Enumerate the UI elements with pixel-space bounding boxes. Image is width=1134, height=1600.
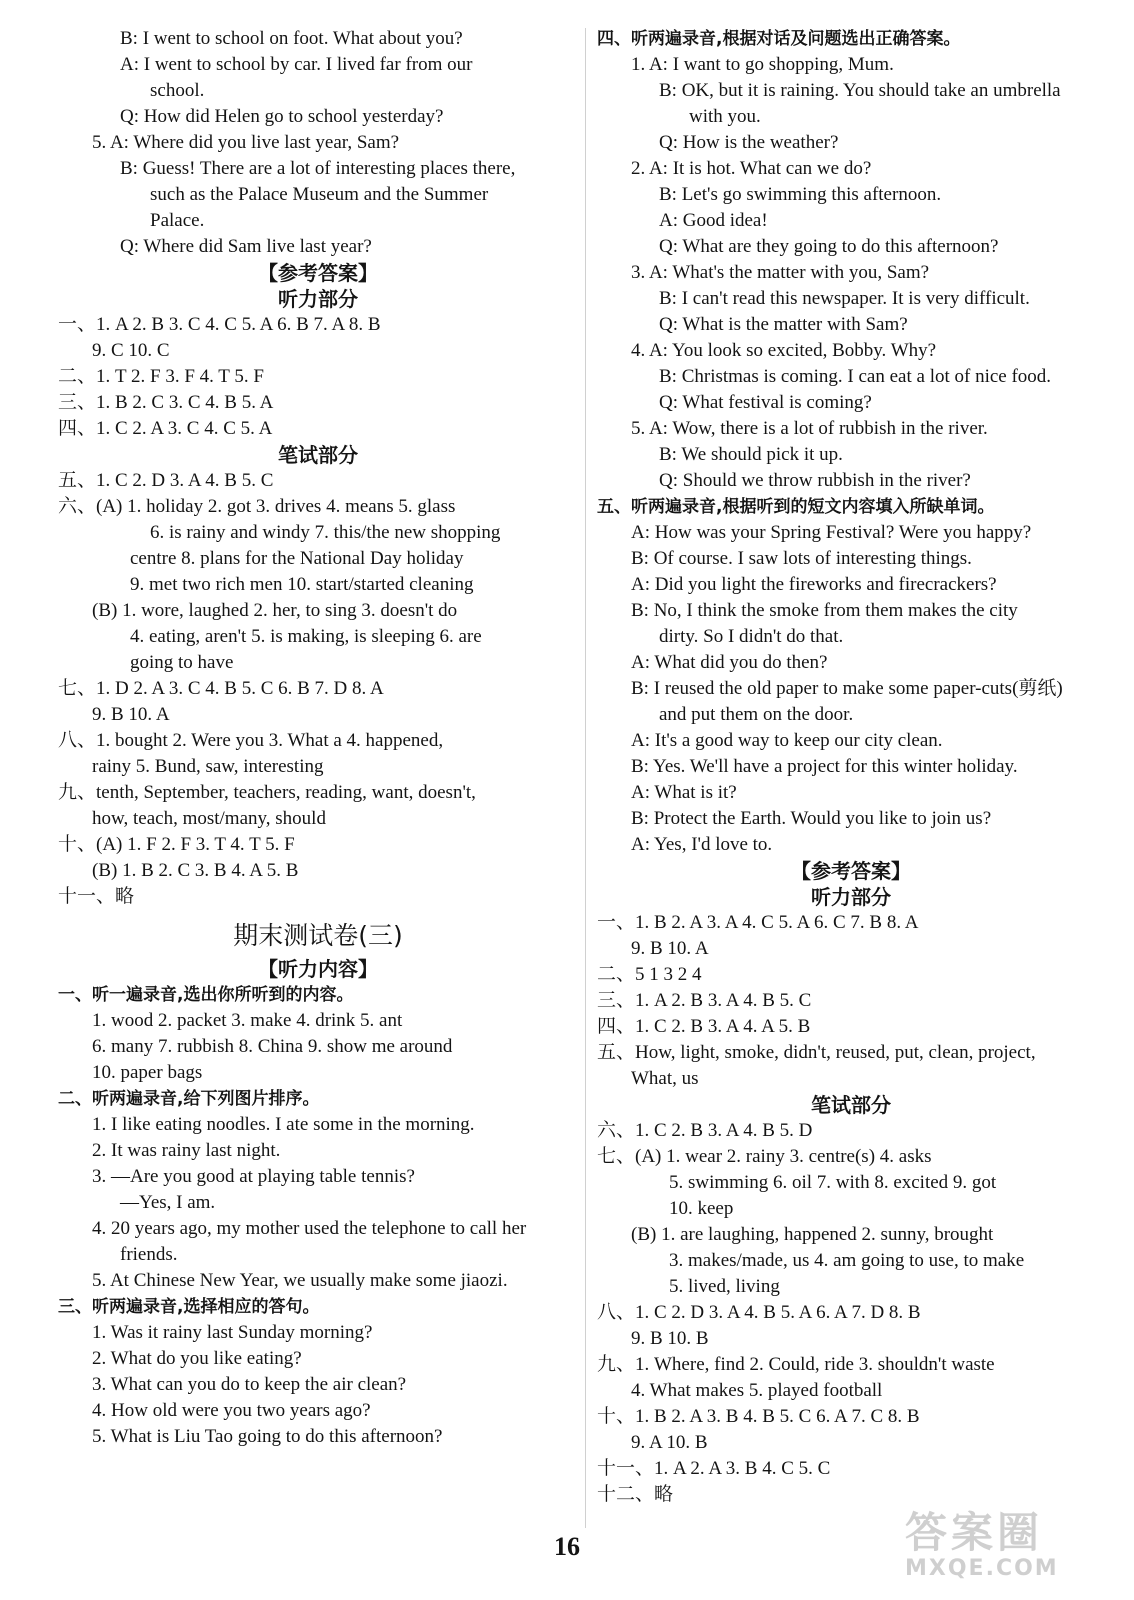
text-line: 九、1. Where, find 2. Could, ride 3. shouldn't waste (597, 1354, 995, 1375)
text-line: 二、5 1 3 2 4 (597, 964, 702, 985)
text-line: Q: How is the weather? (659, 132, 839, 153)
text-line: 2. What do you like eating? (92, 1348, 302, 1369)
text-line: A: What did you do then? (631, 652, 828, 673)
text-line: 三、1. B 2. C 3. C 4. B 5. A (58, 392, 274, 413)
watermark-logo (905, 1500, 1105, 1592)
text-line: 五、How, light, smoke, didn't, reused, put, clean, project, (597, 1042, 1036, 1063)
text-line: 3. A: What's the matter with you, Sam? (631, 262, 930, 283)
text-line: 5. swimming 6. oil 7. with 8. excited 9. got (669, 1172, 997, 1193)
text-line: Q: Where did Sam live last year? (120, 236, 372, 257)
text-line: 八、1. bought 2. Were you 3. What a 4. happened, (58, 730, 444, 751)
text-line: B: Let's go swimming this afternoon. (659, 184, 942, 205)
right-column (597, 26, 1105, 1508)
text-line: 10. paper bags (92, 1062, 203, 1083)
test-title: 期末测试卷(三) (233, 921, 403, 950)
text-line: 9. C 10. C (92, 340, 170, 361)
text-line: 1. A: I want to go shopping, Mum. (631, 54, 894, 75)
text-line: 六、(A) 1. holiday 2. got 3. drives 4. means 5. glass (58, 496, 456, 517)
text-line: 5. What is Liu Tao going to do this afternoon? (92, 1426, 443, 1447)
section-heading: 四、听两遍录音,根据对话及问题选出正确答案。 (597, 29, 961, 49)
left-column (58, 26, 578, 1450)
text-line: 1. I like eating noodles. I ate some in the morning. (92, 1114, 475, 1135)
text-line: 4. How old were you two years ago? (92, 1400, 371, 1421)
text-line: how, teach, most/many, should (92, 808, 326, 829)
text-line: and put them on the door. (659, 704, 854, 725)
text-line: A: It's a good way to keep our city clean. (631, 730, 943, 751)
text-line: A: I went to school by car. I lived far from our (120, 54, 473, 75)
text-line: Q: What is the matter with Sam? (659, 314, 908, 335)
text-line: 3. —Are you good at playing table tennis? (92, 1166, 415, 1187)
text-line: rainy 5. Bund, saw, interesting (92, 756, 324, 777)
text-line: 4. 20 years ago, my mother used the telephone to call her (92, 1218, 527, 1239)
text-line: 6. many 7. rubbish 8. China 9. show me around (92, 1036, 453, 1057)
text-line: 5. A: Where did you live last year, Sam? (92, 132, 400, 153)
text-line: 1. wood 2. packet 3. make 4. drink 5. ant (92, 1010, 403, 1031)
text-line: (B) 1. wore, laughed 2. her, to sing 3. doesn't do (92, 600, 458, 621)
text-line: with you. (689, 106, 761, 127)
text-line: Q: What festival is coming? (659, 392, 872, 413)
text-line: 四、1. C 2. B 3. A 4. A 5. B (597, 1016, 811, 1037)
text-line: 六、1. C 2. B 3. A 4. B 5. D (597, 1120, 813, 1141)
text-line: B: I reused the old paper to make some paper-cuts(剪纸) (631, 678, 1063, 699)
text-line: 十二、略 (597, 1484, 674, 1505)
text-line: going to have (130, 652, 234, 673)
text-line: 4. eating, aren't 5. is making, is sleeping 6. are (130, 626, 482, 647)
subheading: 【听力内容】 (258, 957, 378, 981)
text-line: (B) 1. B 2. C 3. B 4. A 5. B (92, 860, 299, 881)
text-line: B: Christmas is coming. I can eat a lot of nice food. (659, 366, 1052, 387)
text-line: 四、1. C 2. A 3. C 4. C 5. A (58, 418, 273, 439)
text-line: friends. (120, 1244, 178, 1265)
text-line: B: We should pick it up. (659, 444, 843, 465)
text-line: B: Protect the Earth. Would you like to join us? (631, 808, 992, 829)
text-line: 9. met two rich men 10. start/started cleaning (130, 574, 474, 595)
subheading: 【参考答案】 (791, 859, 911, 883)
text-line: —Yes, I am. (120, 1192, 216, 1213)
text-line: B: OK, but it is raining. You should take an umbrella (659, 80, 1061, 101)
text-line: 5. At Chinese New Year, we usually make some jiaozi. (92, 1270, 508, 1291)
text-line: 2. A: It is hot. What can we do? (631, 158, 872, 179)
text-line: 9. B 10. A (92, 704, 170, 725)
text-line: What, us (631, 1068, 699, 1089)
text-line: dirty. So I didn't do that. (659, 626, 844, 647)
text-line: 2. It was rainy last night. (92, 1140, 281, 1161)
text-line: 4. A: You look so excited, Bobby. Why? (631, 340, 937, 361)
text-line: A: Good idea! (659, 210, 768, 231)
text-line: B: Of course. I saw lots of interesting things. (631, 548, 972, 569)
text-line: 10. keep (669, 1198, 734, 1219)
text-line: A: How was your Spring Festival? Were you happy? (631, 522, 1032, 543)
subheading: 笔试部分 (278, 443, 358, 467)
text-line: such as the Palace Museum and the Summer (150, 184, 489, 205)
text-line: B: I can't read this newspaper. It is very difficult. (659, 288, 1030, 309)
section-heading: 一、听一遍录音,选出你所听到的内容。 (58, 985, 354, 1005)
page-number: 16 (554, 1532, 580, 1561)
watermark-main: 答案圈 (905, 1508, 1044, 1557)
subheading: 笔试部分 (811, 1093, 891, 1117)
text-line: 一、1. B 2. A 3. A 4. C 5. A 6. C 7. B 8. A (597, 912, 919, 933)
text-line: A: Yes, I'd love to. (631, 834, 773, 855)
text-line: 1. Was it rainy last Sunday morning? (92, 1322, 373, 1343)
text-line: B: Guess! There are a lot of interesting places there, (120, 158, 516, 179)
text-line: 十一、略 (58, 886, 135, 907)
text-line: centre 8. plans for the National Day holiday (130, 548, 464, 569)
text-line: 七、(A) 1. wear 2. rainy 3. centre(s) 4. asks (597, 1146, 932, 1167)
column-divider (585, 28, 586, 1528)
text-line: 5. A: Wow, there is a lot of rubbish in the river. (631, 418, 988, 439)
text-line: 9. B 10. A (631, 938, 709, 959)
text-line: 七、1. D 2. A 3. C 4. B 5. C 6. B 7. D 8. A (58, 678, 384, 699)
section-heading: 二、听两遍录音,给下列图片排序。 (58, 1089, 320, 1109)
text-line: 三、1. A 2. B 3. A 4. B 5. C (597, 990, 812, 1011)
text-line: 5. lived, living (669, 1276, 780, 1297)
text-line: 9. A 10. B (631, 1432, 708, 1453)
text-line: school. (150, 80, 205, 101)
text-line: B: No, I think the smoke from them makes the city (631, 600, 1018, 621)
text-line: 二、1. T 2. F 3. F 4. T 5. F (58, 366, 264, 387)
text-line: B: I went to school on foot. What about you? (120, 28, 463, 49)
text-line: A: Did you light the fireworks and firecrackers? (631, 574, 997, 595)
text-line: Palace. (150, 210, 205, 231)
text-line: 3. What can you do to keep the air clean? (92, 1374, 407, 1395)
subheading: 【参考答案】 (258, 261, 378, 285)
watermark-url: MXQE.COM (905, 1556, 1059, 1581)
subheading: 听力部分 (278, 287, 358, 311)
text-line: Q: What are they going to do this afternoon? (659, 236, 999, 257)
text-line: 九、tenth, September, teachers, reading, want, doesn't, (58, 782, 476, 803)
text-line: 3. makes/made, us 4. am going to use, to make (669, 1250, 1025, 1271)
section-heading: 五、听两遍录音,根据听到的短文内容填入所缺单词。 (597, 497, 995, 517)
subheading: 听力部分 (811, 885, 891, 909)
text-line: Q: Should we throw rubbish in the river? (659, 470, 971, 491)
text-line: 十、(A) 1. F 2. F 3. T 4. T 5. F (58, 834, 295, 855)
text-line: 八、1. C 2. D 3. A 4. B 5. A 6. A 7. D 8. B (597, 1302, 921, 1323)
text-line: 一、1. A 2. B 3. C 4. C 5. A 6. B 7. A 8. B (58, 314, 381, 335)
text-line: 五、1. C 2. D 3. A 4. B 5. C (58, 470, 274, 491)
text-line: 6. is rainy and windy 7. this/the new shopping (150, 522, 501, 543)
text-line: 十一、1. A 2. A 3. B 4. C 5. C (597, 1458, 831, 1479)
text-line: B: Yes. We'll have a project for this winter holiday. (631, 756, 1018, 777)
text-line: A: What is it? (631, 782, 737, 803)
text-line: Q: How did Helen go to school yesterday? (120, 106, 444, 127)
text-line: (B) 1. are laughing, happened 2. sunny, brought (631, 1224, 994, 1245)
section-heading: 三、听两遍录音,选择相应的答句。 (58, 1297, 320, 1317)
text-line: 十、1. B 2. A 3. B 4. B 5. C 6. A 7. C 8. B (597, 1406, 920, 1427)
text-line: 4. What makes 5. played football (631, 1380, 883, 1401)
text-line: 9. B 10. B (631, 1328, 709, 1349)
